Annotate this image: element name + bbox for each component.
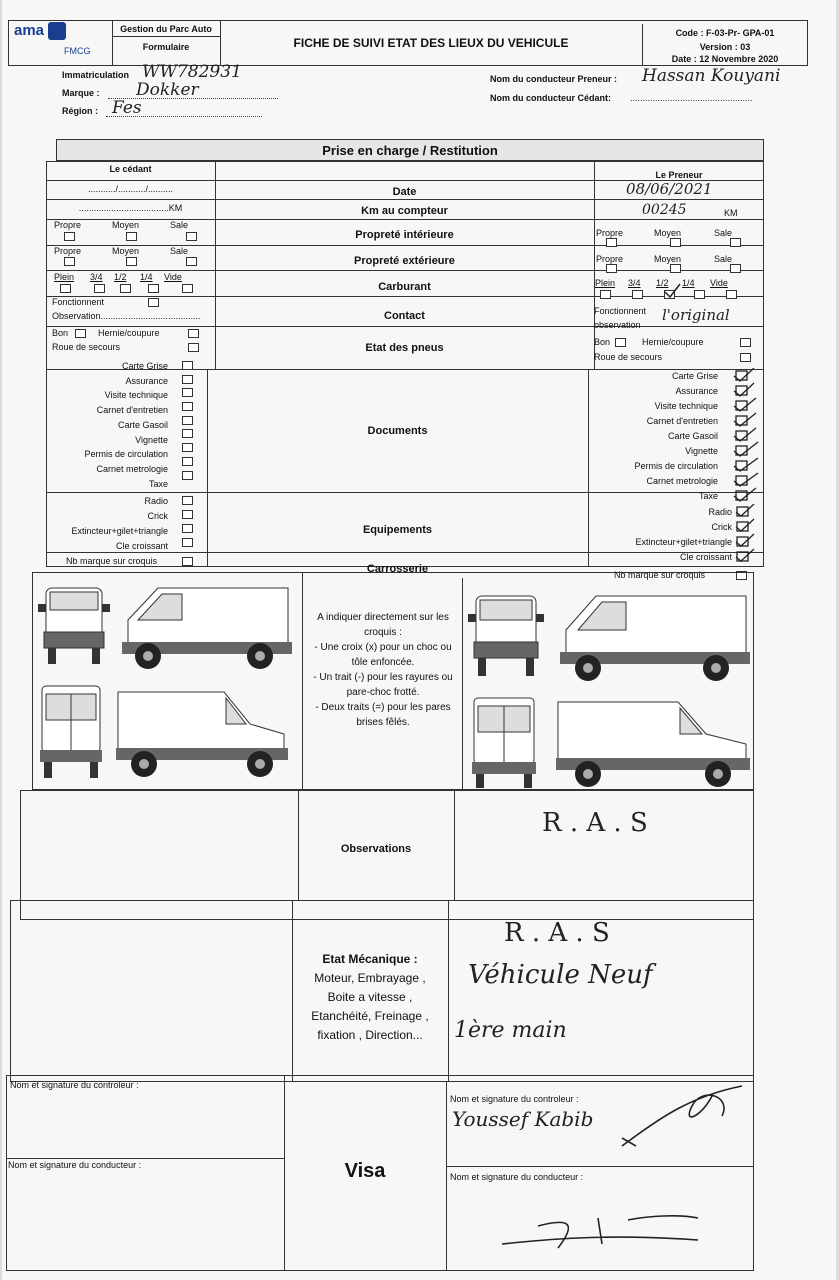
- logo-mark-icon: [48, 22, 66, 40]
- header-version: Version : 03: [699, 42, 751, 52]
- cedant-hernie: Hernie/coupure: [98, 328, 160, 338]
- cedant-equip-item: Radio: [144, 496, 168, 506]
- preneur-fuel-12: 1/2: [656, 278, 669, 288]
- cedant-int-propre-checkbox[interactable]: [64, 232, 75, 241]
- mecanique-title: Etat Mécanique :: [322, 952, 418, 966]
- preneur-equip-item: Cle croissant: [679, 552, 732, 562]
- cedant-fuel-plein-checkbox[interactable]: [60, 284, 71, 293]
- preneur-label: Nom du conducteur Preneur :: [490, 74, 618, 84]
- preneur-doc-item: Visite technique: [654, 401, 718, 411]
- cedant-doc-item: Visite technique: [104, 390, 168, 401]
- cedant-equip-item: Extincteur+gilet+triangle: [71, 526, 168, 536]
- preneur-km-value[interactable]: 00245: [642, 202, 687, 218]
- form-page: [2, 0, 836, 1280]
- controleur-name[interactable]: Youssef Kabib: [452, 1107, 594, 1131]
- cedant-doc-item: Assurance: [125, 375, 168, 386]
- preneur-ext-sale-checkbox[interactable]: [730, 264, 741, 273]
- cedant-head: Le cédant: [109, 164, 152, 174]
- observations-label: Observations: [340, 843, 412, 855]
- cedant-ext-propre-checkbox[interactable]: [64, 257, 75, 266]
- cedant-fuel-vide: Vide: [164, 272, 182, 282]
- preneur-fuel-14-checkbox[interactable]: [694, 290, 705, 299]
- preneur-ext-sale: Sale: [714, 254, 733, 264]
- instruction-line: A indiquer directement sur les croquis :: [317, 612, 449, 638]
- preneur-fuel-vide-checkbox[interactable]: [726, 290, 737, 299]
- cedant-equip-list: [50, 494, 168, 554]
- cedant-int-propre: Propre: [54, 220, 82, 230]
- cedant-fonctionnent-checkbox[interactable]: [148, 298, 159, 307]
- preneur-doc-item: Vignette: [685, 446, 718, 456]
- preneur-int-propre-checkbox[interactable]: [606, 238, 617, 247]
- equip-checkbox[interactable]: [182, 538, 193, 547]
- van-side-sketch[interactable]: [118, 580, 294, 676]
- preneur-roue: Roue de secours: [594, 352, 663, 362]
- equip-checkbox[interactable]: [182, 510, 193, 519]
- mecanique-line: Boite a vitesse ,: [327, 990, 413, 1004]
- cedant-conducteur-label: Nom et signature du conducteur :: [8, 1160, 142, 1170]
- preneur-km-unit: KM: [724, 208, 738, 218]
- cedant-doc-item: Carnet metrologie: [96, 463, 168, 474]
- carrosserie-label: Carrosserie: [366, 563, 429, 575]
- cedant-bon-checkbox[interactable]: [75, 329, 86, 338]
- cedant-roue: Roue de secours: [52, 342, 121, 352]
- mecanique-line: fixation , Direction...: [317, 1028, 423, 1042]
- equip-checkbox[interactable]: [182, 496, 193, 505]
- preneur-ext-propre: Propre: [596, 254, 624, 264]
- cedant-hernie-checkbox[interactable]: [188, 329, 199, 338]
- van-side-sketch-right[interactable]: [556, 588, 752, 688]
- preneur-controleur-label: Nom et signature du controleur :: [450, 1094, 579, 1104]
- preneur-fuel-plein: Plein: [595, 278, 616, 288]
- preneur-fuel-34-checkbox[interactable]: [632, 290, 643, 299]
- van-side-2-sketch[interactable]: [114, 684, 290, 784]
- fuel-check-mark-icon: [662, 282, 682, 300]
- pneus-label: Etat des pneus: [365, 342, 444, 354]
- preneur-bon: Bon: [594, 337, 611, 347]
- preneur-fuel-plein-checkbox[interactable]: [600, 290, 611, 299]
- van-rear-sketch[interactable]: [36, 680, 106, 780]
- cedant-km-blank[interactable]: ....................................KM: [78, 203, 183, 213]
- cedant-ext-propre: Propre: [54, 246, 82, 256]
- preneur-doc-item: Taxe: [698, 491, 718, 501]
- cedant-fuel-14: 1/4: [140, 272, 153, 282]
- doc-checkbox[interactable]: [182, 375, 193, 384]
- van-front-sketch-right[interactable]: [468, 590, 544, 684]
- propre-int-label: Propreté intérieure: [355, 229, 454, 241]
- preneur-date-value[interactable]: 08/06/2021: [626, 180, 713, 198]
- date-label: Date: [392, 186, 417, 198]
- cedant-int-moyen: Moyen: [112, 220, 140, 230]
- cedant-equip-item: Crick: [147, 511, 168, 521]
- mecanique-line: Moteur, Embrayage ,: [314, 971, 426, 985]
- instruction-line: - Un trait (-) pour les rayures ou pare-choc frotté.: [313, 672, 453, 698]
- marque-value[interactable]: Dokker: [136, 80, 199, 100]
- preneur-equip-list: [598, 505, 732, 565]
- cedant-equip-checkboxes: [182, 496, 196, 547]
- cedant-label: Nom du conducteur Cédant:: [490, 93, 611, 103]
- carburant-label: Carburant: [378, 281, 431, 293]
- header-form-type: Formulaire: [142, 42, 190, 52]
- propre-ext-label: Propreté extérieure: [354, 255, 455, 267]
- preneur-ext-moyen: Moyen: [654, 254, 682, 264]
- region-label: Région :: [62, 106, 98, 116]
- cedant-equip-item: Cle croissant: [115, 541, 168, 551]
- preneur-doc-item: Carte Grise: [671, 371, 718, 381]
- cedant-doc-item: Carnet d'entretien: [96, 405, 168, 416]
- preneur-doc-item: Assurance: [675, 386, 718, 396]
- cedant-doc-item: Taxe: [148, 478, 168, 489]
- preneur-equip-item: Crick: [711, 522, 732, 532]
- cedant-fuel-34: 3/4: [90, 272, 103, 282]
- logo: ama: [14, 22, 45, 39]
- region-value[interactable]: Fes: [112, 98, 142, 118]
- cedant-fuel-14-checkbox[interactable]: [148, 284, 159, 293]
- doc-checkbox[interactable]: [182, 471, 193, 480]
- instruction-line: - Une croix (x) pour un choc ou tôle enfoncée.: [314, 642, 452, 668]
- preneur-doc-list: [598, 369, 718, 504]
- preneur-doc-item: Permis de circulation: [634, 461, 718, 471]
- header-date: Date : 12 Novembre 2020: [671, 54, 779, 64]
- preneur-doc-item: Carnet d'entretien: [646, 416, 718, 426]
- preneur-doc-checkmarks-icon: [732, 368, 762, 504]
- preneur-ext-moyen-checkbox[interactable]: [670, 264, 681, 273]
- preneur-hernie-checkbox[interactable]: [740, 338, 751, 347]
- van-side-2-sketch-right[interactable]: [554, 694, 752, 794]
- logo-sub: FMCG: [64, 46, 91, 56]
- cedant-fuel-vide-checkbox[interactable]: [182, 284, 193, 293]
- visa-label: Visa: [344, 1160, 386, 1182]
- preneur-observation: observation: [594, 320, 641, 330]
- van-front-sketch[interactable]: [38, 582, 110, 672]
- cedant-date-blank[interactable]: .........../.........../..........: [87, 184, 174, 194]
- preneur-fuel-14: 1/4: [682, 278, 695, 288]
- conducteur-signature-icon: [498, 1208, 708, 1258]
- preneur-equip-item: Extincteur+gilet+triangle: [635, 537, 732, 547]
- preneur-doc-item: Carnet metrologie: [646, 476, 718, 486]
- preneur-ext-propre-checkbox[interactable]: [606, 264, 617, 273]
- cedant-value[interactable]: .................................................: [630, 93, 753, 103]
- cedant-doc-checkboxes: [182, 361, 196, 480]
- page-title: FICHE DE SUIVI ETAT DES LIEUX DU VEHICULE: [293, 36, 569, 50]
- sketch-instructions: [306, 610, 460, 730]
- cedant-int-sale: Sale: [170, 220, 189, 230]
- cedant-fonctionnent: Fonctionnent: [52, 297, 105, 307]
- marque-label: Marque :: [62, 88, 100, 98]
- cedant-fuel-12: 1/2: [114, 272, 127, 282]
- cedant-fuel-34-checkbox[interactable]: [94, 284, 105, 293]
- preneur-fuel-vide: Vide: [710, 278, 728, 288]
- doc-checkbox[interactable]: [182, 402, 193, 411]
- doc-checkbox[interactable]: [182, 361, 193, 370]
- doc-checkbox[interactable]: [182, 388, 193, 397]
- preneur-bon-checkbox[interactable]: [615, 338, 626, 347]
- cedant-ext-sale-checkbox[interactable]: [186, 257, 197, 266]
- cedant-fuel-plein: Plein: [54, 272, 75, 282]
- instruction-line: - Deux traits (=) pour les pares brises fêlés.: [315, 702, 451, 728]
- mecanique-value-3[interactable]: 1ère main: [454, 1018, 567, 1043]
- cedant-bon: Bon: [52, 328, 69, 338]
- mecanique-text: [292, 950, 448, 1045]
- preneur-equip-item: Radio: [708, 507, 732, 517]
- header-code: Code : F-03-Pr- GPA-01: [675, 28, 775, 38]
- cedant-ext-moyen-checkbox[interactable]: [126, 257, 137, 266]
- cedant-doc-item: Carte Gasoil: [117, 419, 168, 430]
- cedant-nb-marque: Nb marque sur croquis: [66, 556, 158, 566]
- preneur-value[interactable]: Hassan Kouyani: [642, 66, 781, 86]
- cedant-nb-marque-checkbox[interactable]: [182, 557, 193, 566]
- preneur-nb-marque: Nb marque sur croquis: [614, 570, 706, 580]
- cedant-doc-item: Carte Grise: [121, 361, 168, 371]
- header-dept: Gestion du Parc Auto: [120, 24, 212, 34]
- cedant-doc-item: Vignette: [135, 434, 168, 445]
- equip-checkbox[interactable]: [182, 524, 193, 533]
- preneur-int-sale-checkbox[interactable]: [730, 238, 741, 247]
- cedant-observation[interactable]: Observation........................................: [52, 311, 201, 321]
- mecanique-value-2[interactable]: Véhicule Neuf: [468, 960, 653, 990]
- km-label: Km au compteur: [361, 205, 448, 217]
- controleur-signature-icon: [602, 1076, 752, 1156]
- cedant-roue-checkbox[interactable]: [188, 343, 199, 352]
- preneur-int-moyen-checkbox[interactable]: [670, 238, 681, 247]
- cedant-ext-moyen: Moyen: [112, 246, 140, 256]
- immat-label: Immatriculation: [62, 70, 130, 80]
- equipements-label: Equipements: [362, 524, 433, 536]
- preneur-roue-checkbox[interactable]: [740, 353, 751, 362]
- cedant-ext-sale: Sale: [170, 246, 189, 256]
- observations-value[interactable]: R . A . S: [542, 808, 648, 838]
- preneur-int-propre: Propre: [596, 228, 624, 238]
- doc-checkbox[interactable]: [182, 457, 193, 466]
- documents-label: Documents: [367, 425, 428, 437]
- preneur-fonctionnent: Fonctionnent: [594, 306, 647, 316]
- preneur-head: Le Preneur: [655, 170, 703, 180]
- table-title: Prise en charge / Restitution: [322, 143, 498, 158]
- cedant-controleur-label: Nom et signature du controleur :: [10, 1080, 139, 1090]
- cedant-int-moyen-checkbox[interactable]: [126, 232, 137, 241]
- cedant-int-sale-checkbox[interactable]: [186, 232, 197, 241]
- preneur-hernie: Hernie/coupure: [642, 337, 704, 347]
- preneur-int-moyen: Moyen: [654, 228, 682, 238]
- mecanique-line: Etanchéité, Freinage ,: [311, 1009, 429, 1023]
- preneur-int-sale: Sale: [714, 228, 733, 238]
- preneur-doc-item: Carte Gasoil: [667, 431, 718, 441]
- immat-value[interactable]: WW782931: [142, 62, 242, 82]
- doc-checkbox[interactable]: [182, 443, 193, 452]
- doc-checkbox[interactable]: [182, 429, 193, 438]
- cedant-fuel-12-checkbox[interactable]: [120, 284, 131, 293]
- cedant-doc-list: [50, 359, 168, 491]
- preneur-equip-checkmarks-icon: [734, 504, 760, 566]
- contact-label: Contact: [384, 310, 425, 322]
- preneur-conducteur-label: Nom et signature du conducteur :: [450, 1172, 584, 1182]
- van-rear-sketch-right[interactable]: [468, 692, 540, 790]
- mecanique-value-1[interactable]: R . A . S: [504, 918, 610, 948]
- cedant-doc-item: Permis de circulation: [84, 449, 168, 460]
- doc-checkbox[interactable]: [182, 416, 193, 425]
- preneur-fuel-34: 3/4: [628, 278, 641, 288]
- contact-obs-value[interactable]: l'original: [662, 306, 730, 324]
